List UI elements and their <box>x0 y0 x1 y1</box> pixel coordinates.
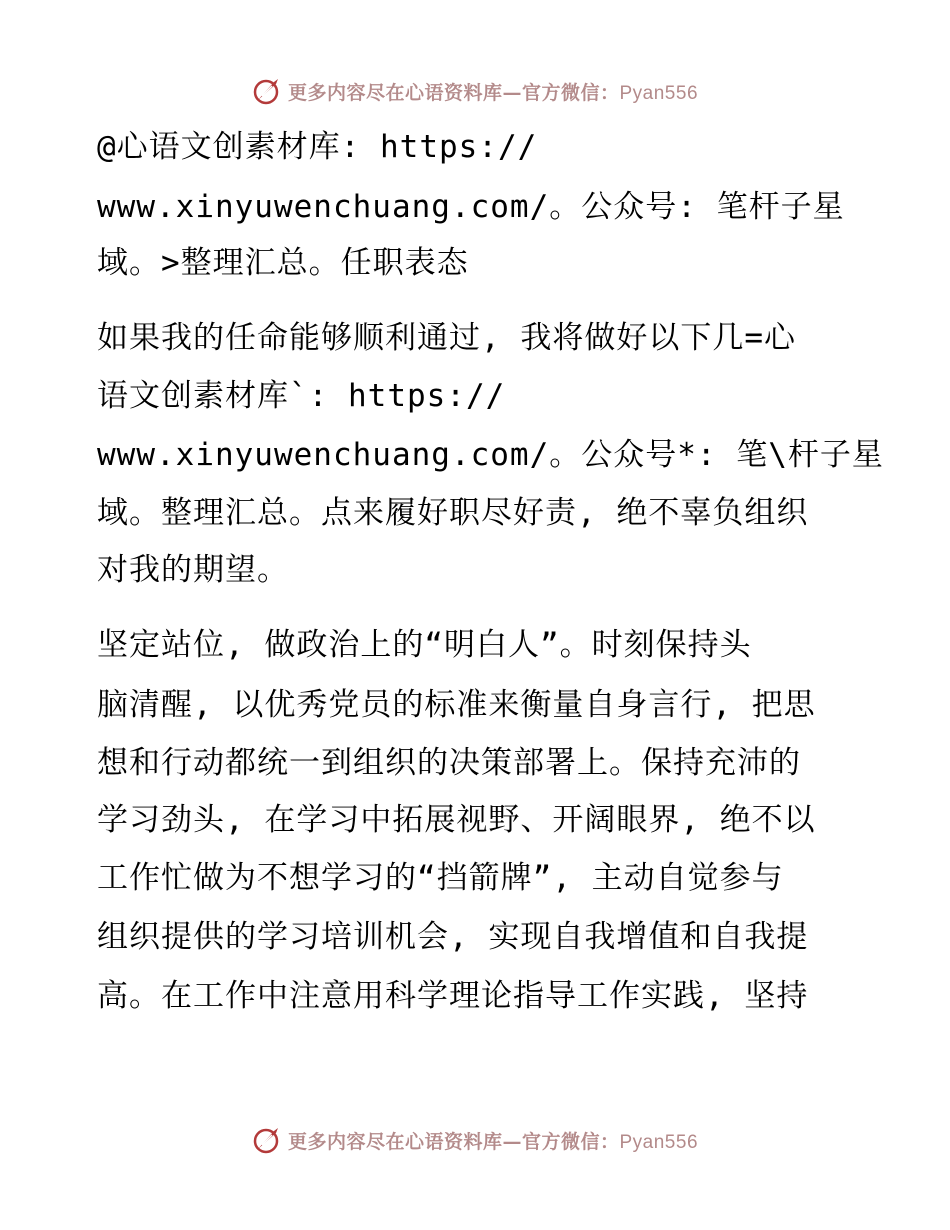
text-line: 想和行动都统一到组织的决策部署上。保持充沛的 <box>97 745 801 781</box>
text-line: 高。在工作中注意用科学理论指导工作实践, 坚持 <box>97 978 809 1014</box>
text-line: @心语文创素材库: https:// <box>97 129 538 165</box>
text-line: 组织提供的学习培训机会, 实现自我增值和自我提 <box>97 919 809 955</box>
quill-logo-icon <box>252 1125 282 1155</box>
text-line: www.xinyuwenchuang.com/。公众号: 笔杆子星 <box>97 189 845 225</box>
text-line: 脑清醒, 以优秀党员的标准来衡量自身言行, 把思 <box>97 687 816 723</box>
text-line: 域。>整理汇总。任职表态 <box>97 245 469 281</box>
footer-banner <box>0 1120 950 1160</box>
text-line: 学习劲头, 在学习中拓展视野、开阔眼界, 绝不以 <box>97 802 816 838</box>
banner-text: 更多内容尽在心语资料库—官方微信：Pyan556 <box>287 81 699 104</box>
text-line: 对我的期望。 <box>97 552 289 588</box>
text-line: www.xinyuwenchuang.com/。公众号*: 笔\杆子星 <box>97 437 884 473</box>
text-line: 工作忙做为不想学习的“挡箭牌”, 主动自觉参与 <box>97 860 784 896</box>
text-line: 域。整理汇总。点来履好职尽好责, 绝不辜负组织 <box>97 495 809 531</box>
wechat-id: Pyan556 <box>619 1131 699 1153</box>
wechat-id: Pyan556 <box>619 82 699 104</box>
text-line: 语文创素材库`: https:// <box>97 378 506 414</box>
banner-text: 更多内容尽在心语资料库—官方微信：Pyan556 <box>287 1130 699 1153</box>
text-line: 如果我的任命能够顺利通过, 我将做好以下几=心 <box>97 320 796 356</box>
text-line: 坚定站位, 做政治上的“明白人”。时刻保持头 <box>97 627 752 663</box>
